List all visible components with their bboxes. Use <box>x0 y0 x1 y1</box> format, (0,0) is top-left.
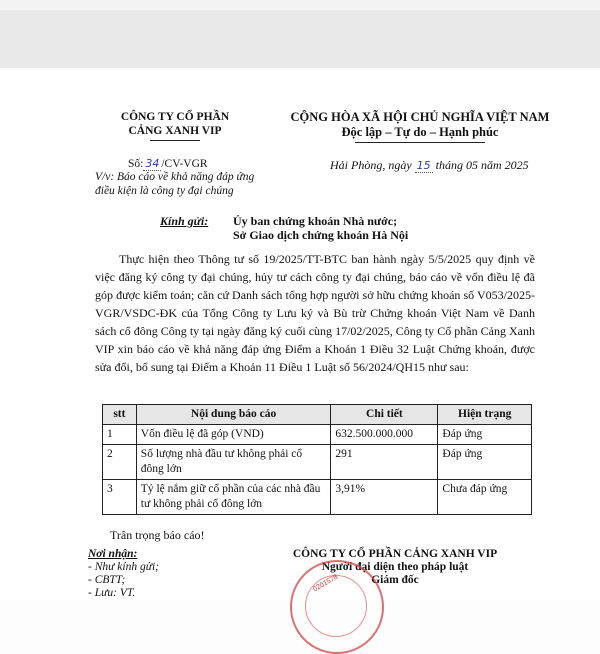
company-underline <box>150 140 200 141</box>
nation-line1: CỘNG HÒA XÃ HỘI CHỦ NGHĨA VIỆT NAM <box>290 110 550 124</box>
date-suffix: tháng 05 năm 2025 <box>435 158 529 172</box>
col-header-content: Nội dung báo cáo <box>136 405 331 425</box>
recipient-1: Ủy ban chứng khoán Nhà nước; <box>233 214 398 228</box>
cell-status: Đáp ứng <box>438 425 532 445</box>
signature-rep: Người đại diện theo pháp luật <box>321 561 469 573</box>
table-row <box>103 480 532 515</box>
cell-stt: 2 <box>103 445 137 480</box>
nation-line2: Độc lập – Tự do – Hạnh phúc <box>341 125 499 139</box>
cell-status: Chưa đáp ứng <box>438 480 532 515</box>
company-stamp-inner <box>305 575 367 637</box>
nation-header <box>285 110 555 140</box>
col-header-stt: stt <box>103 405 137 425</box>
body-paragraph: Thực hiện theo Thông tư số 19/2025/TT-BTC ban hành ngày 5/5/2025 quy định về việc đăng ký công ty đại chúng, hủy tư cách công ty đại chúng, báo cáo về vốn điều lệ đã góp được kiểm toán; căn cứ Danh sách tổng hợp người sở hữu chứng khoán số V053/2025-VGR/VSDC-ĐK của Tổng Công ty Lưu ký và Bù trừ Chứng khoán Việt Nam về Danh sách cổ đông Công ty tại ngày đăng ký cuối cùng 17/02/2025, Công ty Cổ phần Cảng Xanh VIP xin báo cáo về khả năng đáp ứng Điểm a Khoản 1 Điều 32 Luật Chứng khoán, được sửa đổi, bổ sung tại Điểm a Khoản 11 Điều 1 Luật số 56/2024/QH15 như sau: <box>95 252 535 374</box>
closing-text: Trân trọng báo cáo! <box>110 528 205 542</box>
signature-company: CÔNG TY CỔ PHẦN CẢNG XANH VIP <box>292 548 498 560</box>
col-header-detail: Chi tiết <box>331 405 438 425</box>
report-table <box>102 404 532 515</box>
date-day: 15 <box>416 159 431 172</box>
table-row <box>103 445 532 480</box>
cell-content: Tỷ lệ nắm giữ cổ phần của các nhà đầu tư không phải cổ đông lớn <box>136 480 331 515</box>
noi-nhan-item: - CBTT; <box>88 574 126 586</box>
noi-nhan-item: - Như kính gửi; <box>88 561 159 573</box>
noi-nhan-title: Nơi nhận: <box>88 548 138 560</box>
date-line <box>330 158 529 173</box>
viewer-top-strip <box>0 0 600 10</box>
recipients-list <box>233 214 408 242</box>
subject-line: V/v: Báo cáo về khả năng đáp ứng điều kiện là công ty đại chúng <box>95 171 255 197</box>
cell-detail: 3,91% <box>331 480 438 515</box>
cell-content: Số lượng nhà đầu tư không phải cổ đông lớn <box>136 445 331 480</box>
so-prefix: Số: <box>128 158 144 170</box>
cell-stt: 1 <box>103 425 137 445</box>
so-suffix: /CV-VGR <box>161 158 208 170</box>
company-line2: CẢNG XANH VIP <box>128 125 222 137</box>
nation-underline <box>355 142 485 143</box>
recipients-footer <box>88 548 159 600</box>
so-number: 34 <box>145 157 160 170</box>
page-gap <box>0 10 600 68</box>
company-header <box>100 110 250 138</box>
table-header-row <box>103 405 532 425</box>
date-prefix: Hải Phòng, ngày <box>330 158 412 172</box>
noi-nhan-item: - Lưu: VT. <box>88 587 136 599</box>
cell-content: Vốn điều lệ đã góp (VND) <box>136 425 331 445</box>
cell-detail: 632.500.000.000 <box>331 425 438 445</box>
signature-title: Giám đốc <box>371 574 419 586</box>
table-row <box>103 425 532 445</box>
recipient-2: Sở Giao dịch chứng khoán Hà Nội <box>233 228 409 242</box>
cell-detail: 291 <box>331 445 438 480</box>
stamp-text: 0201578 <box>312 573 340 594</box>
document-number <box>128 157 208 170</box>
cell-stt: 3 <box>103 480 137 515</box>
company-line1: CÔNG TY CỔ PHẦN <box>120 111 230 123</box>
recipients-label: Kính gửi: <box>160 214 209 228</box>
cell-status: Đáp ứng <box>438 445 532 480</box>
col-header-status: Hiện trạng <box>438 405 532 425</box>
